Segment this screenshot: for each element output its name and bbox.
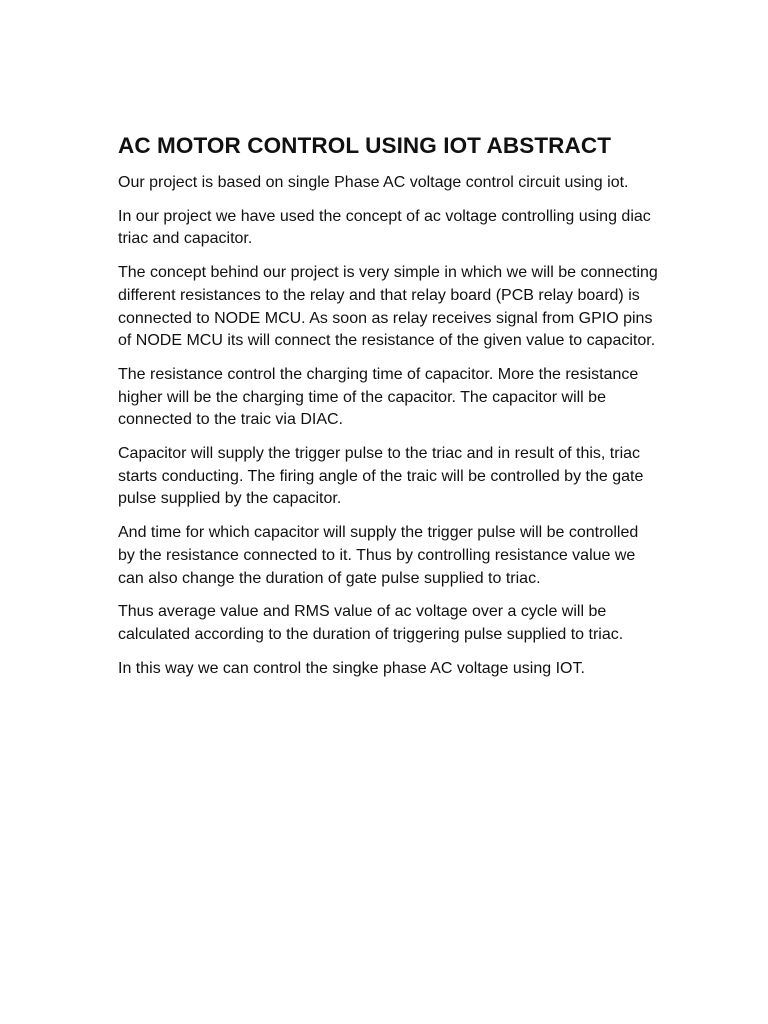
paragraph-1: Our project is based on single Phase AC voltage control circuit using iot. — [118, 174, 629, 191]
paragraph-8: In this way we can control the singke phase AC voltage using IOT. — [118, 659, 585, 677]
document-page — [118, 132, 658, 691]
paragraph-4: The resistance control the charging time of capacitor. More the resistance higher will be the charging time of the capacitor. The capacitor will be connected to the traic via DIAC. — [118, 365, 639, 429]
paragraph-7: Thus average value and RMS value of ac voltage over a cycle will be calculated according to the duration of triggering pulse supplied to triac. — [118, 603, 624, 643]
paragraph-2: In our project we have used the concept of ac voltage controlling using diac triac and capacitor. — [118, 207, 651, 248]
paragraph-6: And time for which capacitor will supply the trigger pulse will be controlled by the resistance connected to it. Thus by controlling resistance value we can also change the duration of gate pulse supplied to triac. — [118, 524, 639, 587]
paragraph-3: The concept behind our project is very simple in which we will be connecting different resistances to the relay and that relay board (PCB relay board) is connected to NODE MCU. As soon as relay receives signal from GPIO pins of NODE MCU its will connect the resistance of the given value to capacitor. — [118, 264, 658, 350]
document-title: AC MOTOR CONTROL USING IOT ABSTRACT — [118, 133, 612, 158]
paragraph-5: Capacitor will supply the trigger pulse to the triac and in result of this, triac starts conducting. The firing angle of the traic will be controlled by the gate pulse supplied by the capacitor. — [118, 445, 644, 508]
